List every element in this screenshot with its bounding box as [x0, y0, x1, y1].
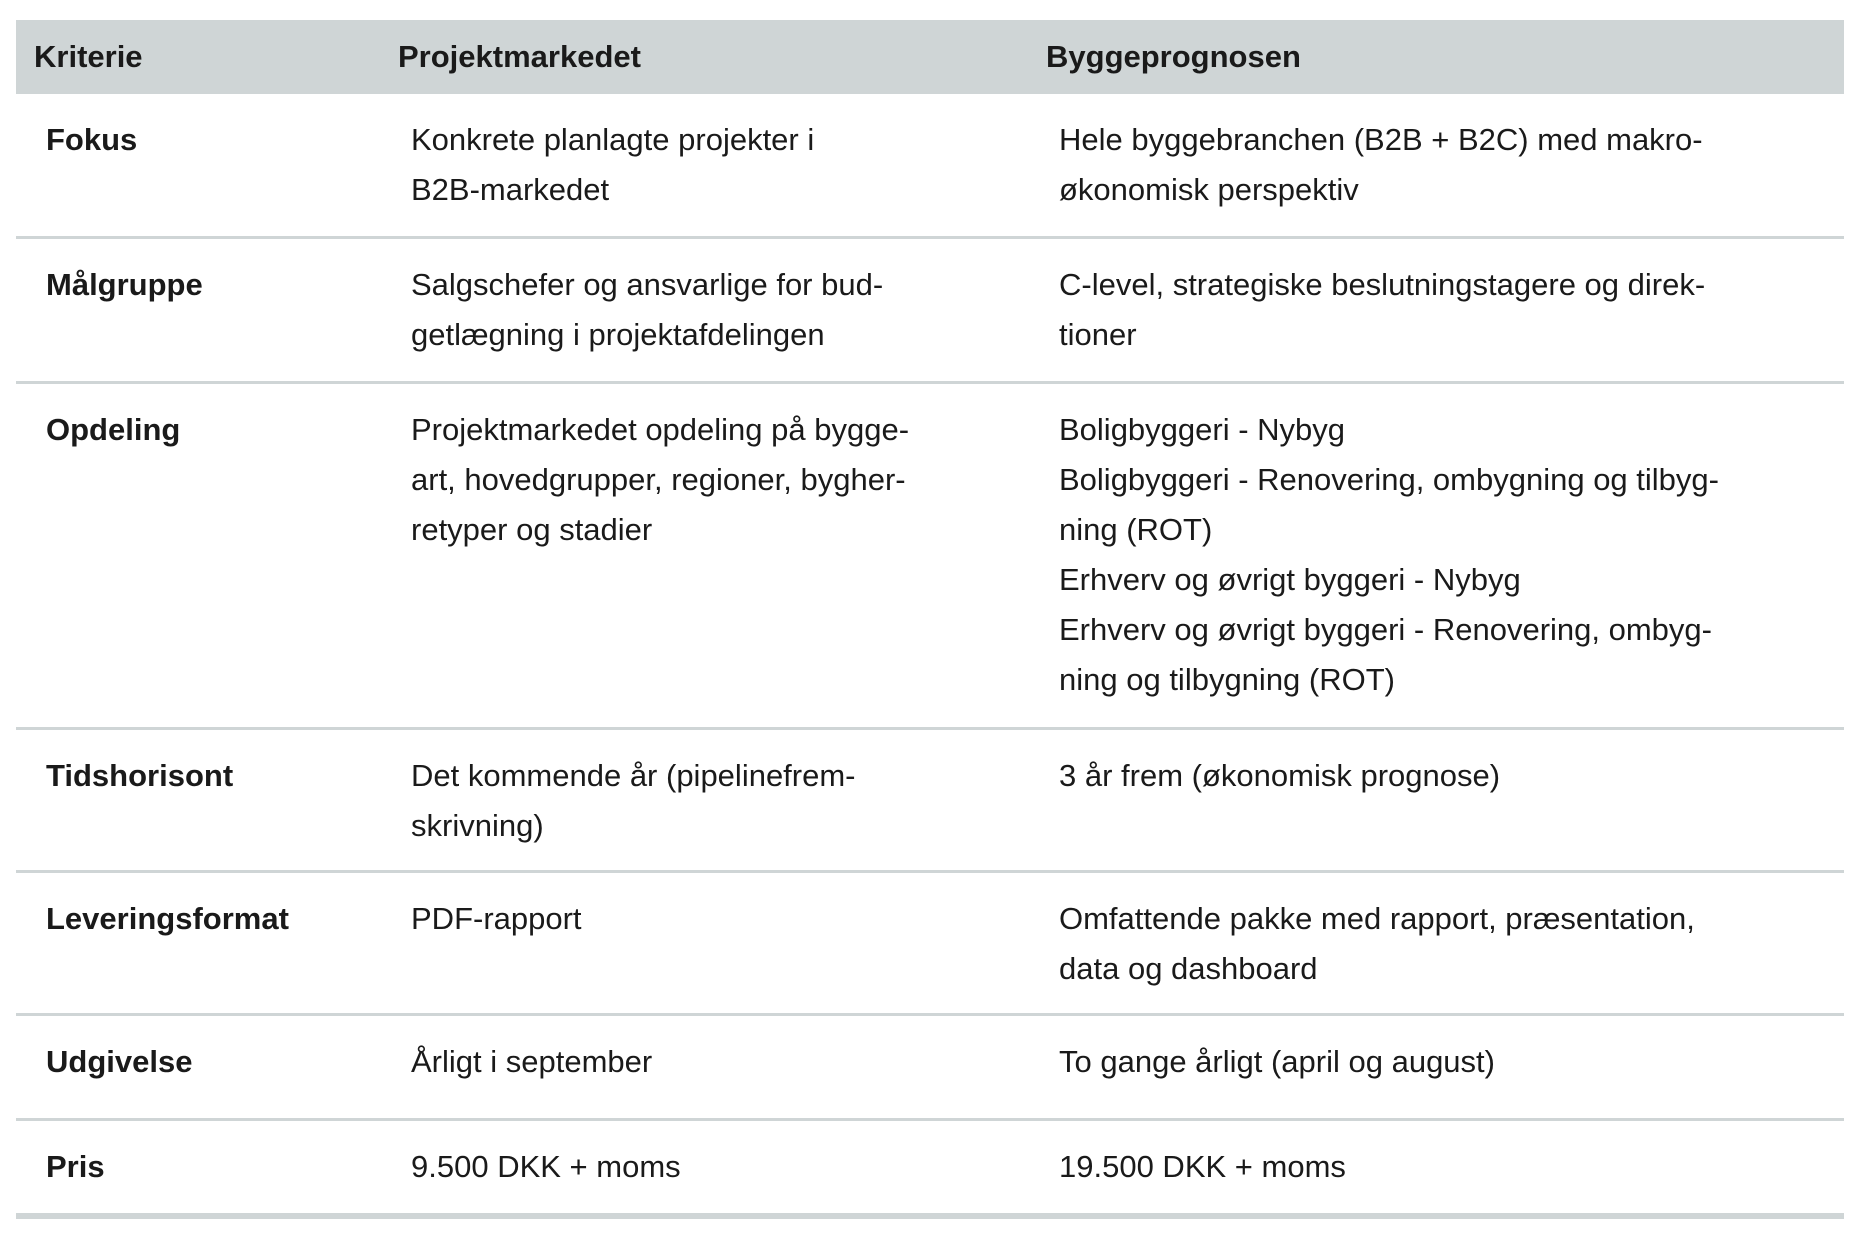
header-projektmarkedet: Projektmarkedet	[398, 39, 641, 74]
cell-line: Erhverv og øvrigt byggeri - Renovering, ombyg-	[1059, 612, 1712, 647]
cell-line: art, hovedgrupper, regioner, bygher-	[411, 462, 906, 497]
cell-line: Hele byggebranchen (B2B + B2C) med makro-	[1059, 122, 1703, 157]
cell-line: C-level, strategiske beslutningstagere og direk-	[1059, 267, 1706, 302]
cell-line: Boligbyggeri - Renovering, ombygning og tilbyg-	[1059, 462, 1719, 497]
cell-line: ning og tilbygning (ROT)	[1059, 662, 1395, 697]
cell-line: Konkrete planlagte projekter i	[411, 122, 815, 157]
byggeprognosen-cell	[1031, 405, 1844, 727]
cell-line: Det kommende år (pipelinefrem-	[411, 758, 856, 793]
cell-line: 9.500 DKK + moms	[411, 1149, 681, 1184]
projektmarkedet-cell	[381, 115, 1031, 236]
header-byggeprognosen: Byggeprognosen	[1046, 39, 1301, 74]
cell-line: Erhverv og øvrigt byggeri - Nybyg	[1059, 562, 1521, 597]
header-kriterie: Kriterie	[34, 39, 143, 74]
cell-line: retyper og stadier	[411, 512, 653, 547]
table-row	[16, 94, 1844, 239]
cell-line: ning (ROT)	[1059, 512, 1213, 547]
projektmarkedet-cell	[381, 1037, 1031, 1118]
cell-line: 19.500 DKK + moms	[1059, 1149, 1346, 1184]
projektmarkedet-cell	[381, 405, 1031, 727]
byggeprognosen-cell	[1031, 751, 1844, 870]
cell-line: økonomisk perspektiv	[1059, 172, 1359, 207]
cell-line: data og dashboard	[1059, 951, 1318, 986]
cell-line: Omfattende pakke med rapport, præsentation,	[1059, 901, 1695, 936]
criterion-cell: Opdeling	[46, 412, 181, 447]
table-row	[16, 239, 1844, 384]
cell-line: skrivning)	[411, 808, 544, 843]
projektmarkedet-cell	[381, 751, 1031, 870]
cell-line: Årligt i september	[411, 1044, 653, 1079]
projektmarkedet-cell	[381, 894, 1031, 1013]
table-header	[16, 20, 1844, 94]
byggeprognosen-cell	[1031, 260, 1844, 381]
table-row	[16, 1121, 1844, 1219]
criterion-cell: Udgivelse	[46, 1044, 193, 1079]
byggeprognosen-cell	[1031, 894, 1844, 1013]
cell-line: Salgschefer og ansvarlige for bud-	[411, 267, 884, 302]
criterion-cell: Tidshorisont	[46, 758, 234, 793]
cell-line: 3 år frem (økonomisk prognose)	[1059, 758, 1501, 793]
cell-line: B2B-markedet	[411, 172, 610, 207]
table-row	[16, 384, 1844, 730]
table-row	[16, 1016, 1844, 1121]
byggeprognosen-cell	[1031, 1037, 1844, 1118]
cell-line: Projektmarkedet opdeling på bygge-	[411, 412, 910, 447]
cell-line: getlægning i projektafdelingen	[411, 317, 825, 352]
projektmarkedet-cell	[381, 1142, 1031, 1213]
comparison-table	[16, 20, 1844, 1219]
cell-line: To gange årligt (april og august)	[1059, 1044, 1495, 1079]
byggeprognosen-cell	[1031, 115, 1844, 236]
cell-line: tioner	[1059, 317, 1137, 352]
criterion-cell: Fokus	[46, 122, 138, 157]
projektmarkedet-cell	[381, 260, 1031, 381]
byggeprognosen-cell	[1031, 1142, 1844, 1213]
cell-line: PDF-rapport	[411, 901, 582, 936]
criterion-cell: Målgruppe	[46, 267, 203, 302]
cell-line: Boligbyggeri - Nybyg	[1059, 412, 1346, 447]
criterion-cell: Pris	[46, 1149, 105, 1184]
table-row	[16, 730, 1844, 873]
criterion-cell: Leveringsformat	[46, 901, 289, 936]
table-row	[16, 873, 1844, 1016]
